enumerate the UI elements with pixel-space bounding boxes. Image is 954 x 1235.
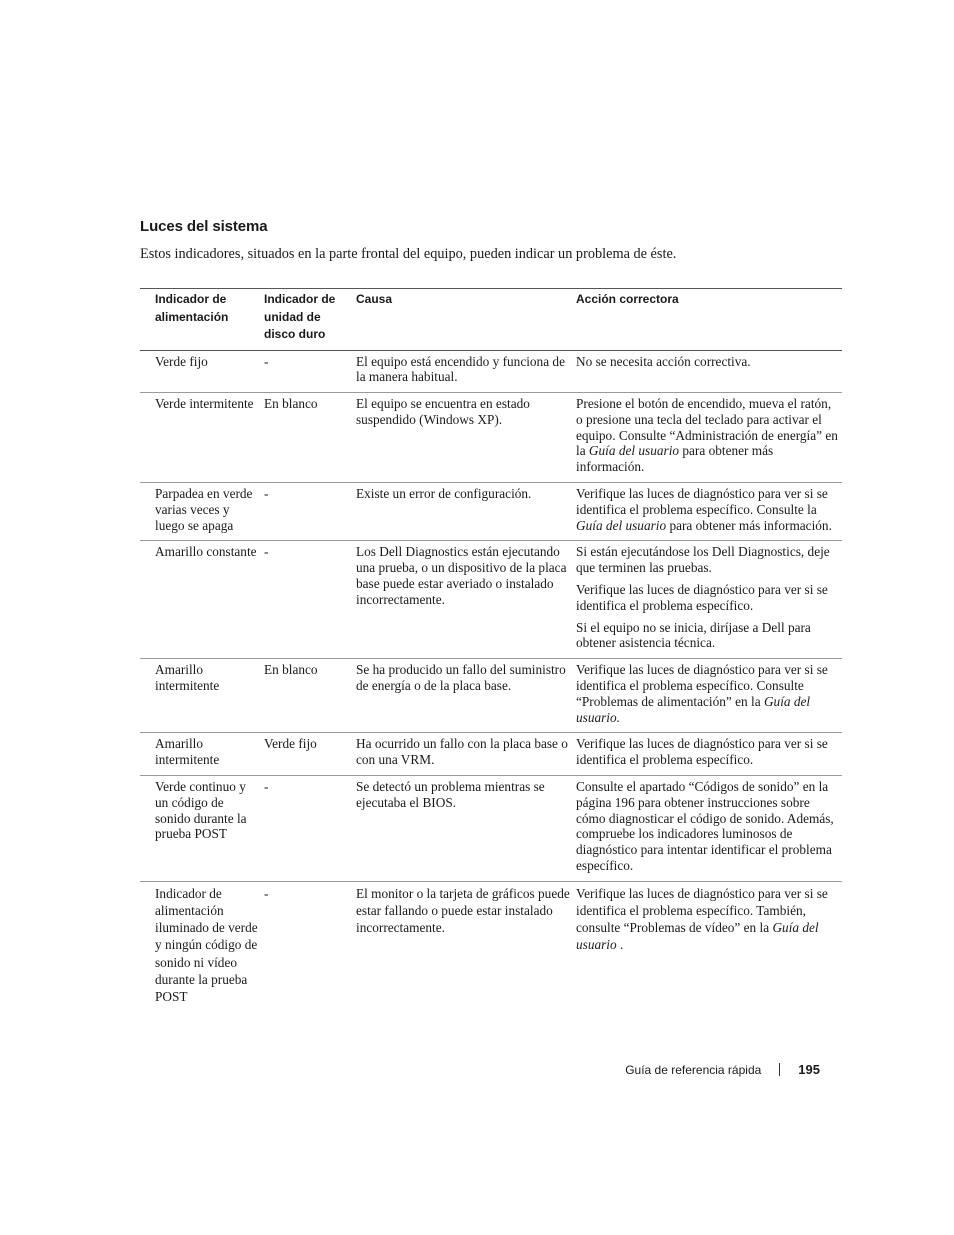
action-paragraph: Consulte el apartado “Códigos de sonido” en la página 196 para obtener instrucciones sobre cómo diagnosticar el código de sonido. Además, compruebe los indicadores luminosos de diagnóstico para intentar identificar el problema específico. xyxy=(576,779,834,874)
cause-cell: El equipo se encuentra en estado suspendido (Windows XP). xyxy=(356,393,576,483)
disk-indicator-cell: - xyxy=(264,483,356,541)
header-disk: Indicador de unidad de disco duro xyxy=(264,289,356,351)
power-indicator-cell: Verde continuo y un código de sonido durante la prueba POST xyxy=(140,776,264,882)
disk-indicator-cell: - xyxy=(264,541,356,659)
power-indicator-cell: Amarillo intermitente xyxy=(140,659,264,733)
disk-indicator-cell: - xyxy=(264,350,356,393)
power-indicator-cell: Indicador de alimentación iluminado de verde y ningún código de sonido ni vídeo durante la prueba POST xyxy=(155,885,258,1005)
cause-cell: Existe un error de configuración. xyxy=(356,483,576,541)
disk-indicator-cell: - xyxy=(264,885,269,901)
table-header-row xyxy=(140,289,842,351)
footer-separator xyxy=(779,1063,780,1076)
header-cause: Causa xyxy=(356,289,576,351)
action-cell xyxy=(576,541,842,659)
power-indicator-cell: Verde intermitente xyxy=(140,393,264,483)
table-row xyxy=(140,350,842,393)
power-indicator-cell: Verde fijo xyxy=(140,350,264,393)
action-paragraph: Verifique las luces de diagnóstico para ver si se identifica el problema específico. Consulte la Guía del usuario para obtener más información. xyxy=(576,486,832,533)
action-cell xyxy=(576,659,842,733)
action-cell xyxy=(576,350,842,393)
action-paragraph: Si están ejecutándose los Dell Diagnostics, deje que terminen las pruebas. xyxy=(576,544,830,576)
power-indicator-cell: Amarillo intermitente xyxy=(140,733,264,776)
action-cell xyxy=(576,393,842,483)
action-paragraph: Verifique las luces de diagnóstico para ver si se identifica el problema específico. Consulte “Problemas de alimentación” en la Guía del usuario. xyxy=(576,662,828,725)
cause-cell: Se detectó un problema mientras se ejecutaba el BIOS. xyxy=(356,776,576,882)
disk-indicator-cell: En blanco xyxy=(264,659,356,733)
action-paragraph: Si el equipo no se inicia, diríjase a Dell para obtener asistencia técnica. xyxy=(576,619,811,651)
power-indicator-cell: Parpadea en verde varias veces y luego se apaga xyxy=(140,483,264,541)
table-row xyxy=(140,881,842,1012)
cause-cell: Los Dell Diagnostics están ejecutando una prueba, o un dispositivo de la placa base puede estar averiado o instalado incorrectamente. xyxy=(356,541,576,659)
table-row xyxy=(140,541,842,659)
action-paragraph: No se necesita acción correctiva. xyxy=(576,353,751,369)
page-footer xyxy=(625,1062,820,1077)
action-cell xyxy=(576,776,842,882)
page-number: 195 xyxy=(798,1062,820,1077)
system-lights-table xyxy=(140,288,842,1012)
action-paragraph: Verifique las luces de diagnóstico para ver si se identifica el problema específico. xyxy=(576,582,828,613)
action-cell xyxy=(576,881,842,1012)
table-row xyxy=(140,733,842,776)
disk-indicator-cell: Verde fijo xyxy=(264,733,356,776)
footer-label: Guía de referencia rápida xyxy=(625,1062,762,1077)
power-indicator-cell: Amarillo constante xyxy=(140,541,264,659)
table-row xyxy=(140,776,842,882)
cause-cell: El monitor o la tarjeta de gráficos puede estar fallando o puede estar instalado incorrectamente. xyxy=(356,885,570,936)
cause-cell: Se ha producido un fallo del suministro de energía o de la placa base. xyxy=(356,659,576,733)
header-power: Indicador de alimentación xyxy=(140,289,264,351)
table-row xyxy=(140,393,842,483)
intro-paragraph: Estos indicadores, situados en la parte frontal del equipo, pueden indicar un problema de éste. xyxy=(140,246,677,262)
action-cell xyxy=(576,733,842,776)
table-row xyxy=(140,659,842,733)
cause-cell: Ha ocurrido un fallo con la placa base o con una VRM. xyxy=(356,733,576,776)
action-cell xyxy=(576,483,842,541)
table-row xyxy=(140,483,842,541)
action-paragraph: Presione el botón de encendido, mueva el ratón, o presione una tecla del teclado para activar el equipo. Consulte “Administración de energía” en la Guía del usuario para obtener más información. xyxy=(576,396,838,475)
table-body xyxy=(140,350,842,1012)
disk-indicator-cell: - xyxy=(264,776,356,882)
cause-cell: El equipo está encendido y funciona de la manera habitual. xyxy=(356,350,576,393)
disk-indicator-cell: En blanco xyxy=(264,393,356,483)
action-paragraph: Verifique las luces de diagnóstico para ver si se identifica el problema específico. También, consulte “Problemas de vídeo” en la Guía del usuario . xyxy=(576,885,828,953)
header-action: Acción correctora xyxy=(576,289,842,351)
page-title: Luces del sistema xyxy=(140,218,268,235)
action-paragraph: Verifique las luces de diagnóstico para ver si se identifica el problema específico. xyxy=(576,736,828,768)
